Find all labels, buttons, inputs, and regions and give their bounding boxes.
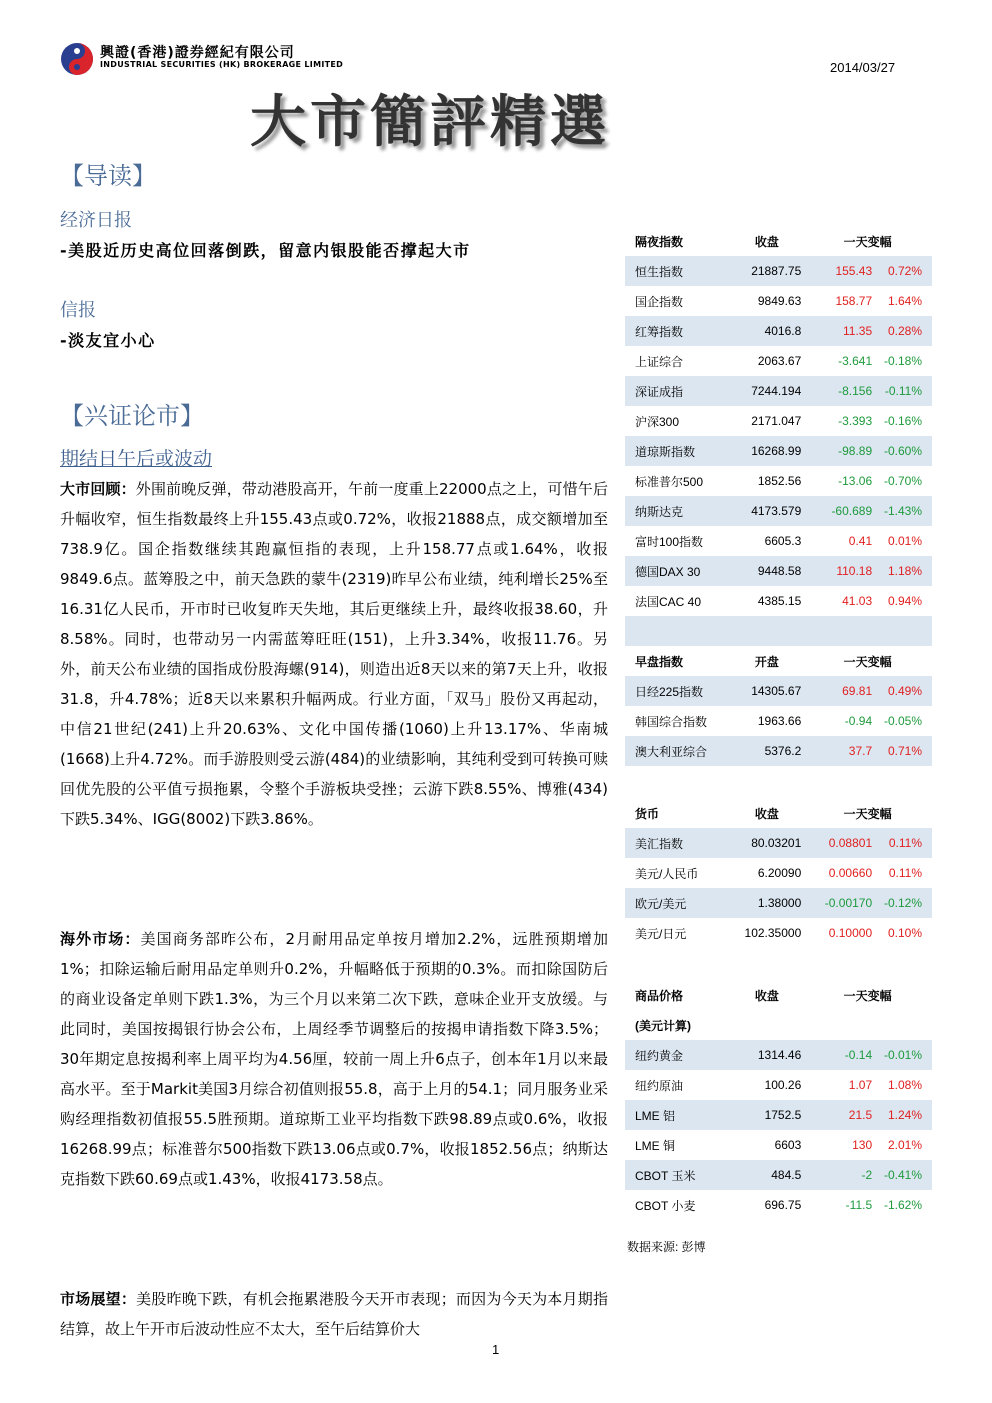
- row-name: 美元/日元: [635, 926, 687, 941]
- table-row: [625, 1070, 932, 1100]
- paragraph-text: 美国商务部昨公布，2月耐用品定单按月增加2.2%，远胜预期增加1%；扣除运输后耐用品定单则升0.2%，升幅略低于预期的0.3%。而扣除国防后的商业设备定单则下跌1.3%，为三个月以来第二次下跌，意味企业开支放缓。与此同时，美国按揭银行协会公布，上周经季节调整后的按揭申请指数下降3.5%；30年期定息按揭利率上周平均为4.56厘，较前一周上升6点子，创本年1月以来最高水平。至于Markit美国3月综合初值则报55.8，高于上月的54.1；同月服务业采购经理指数初值报55.5胜预期。道琼斯工业平均指数下跌98.89点或0.6%，收报16268.99点；标准普尔500指数下跌13.06点或0.7%，收报1852.56点；纳斯达克指数下跌60.69点或1.43%，收报4173.58点。: [60, 930, 608, 1188]
- page-number: 1: [492, 1342, 500, 1357]
- row-change: -11.5: [845, 1198, 873, 1212]
- row-change: 1.07: [848, 1078, 873, 1092]
- row-change: -13.06: [838, 474, 873, 488]
- table-header-row: [625, 798, 932, 828]
- row-close: 1852.56: [757, 474, 802, 488]
- page-title: 大市簡評精選: [250, 90, 610, 155]
- row-name: 美汇指数: [635, 836, 684, 851]
- table-header-row: [625, 226, 932, 256]
- row-pct: 0.10%: [887, 926, 922, 940]
- row-change: 158.77: [835, 294, 873, 308]
- row-name: 道琼斯指数: [635, 444, 696, 459]
- row-pct: -1.62%: [883, 1198, 922, 1212]
- header-daily-change: 一天变幅: [843, 234, 892, 249]
- row-close: 4173.579: [751, 504, 802, 518]
- table-spacer-row: [625, 616, 932, 646]
- header-commodity: 商品价格: [635, 988, 684, 1003]
- row-change: -2: [861, 1168, 873, 1182]
- row-close: 696.75: [764, 1198, 802, 1212]
- row-pct: -0.18%: [883, 354, 922, 368]
- header-open: 开盘: [754, 654, 779, 669]
- row-close: 9448.58: [757, 564, 802, 578]
- row-name: 澳大利亚综合: [635, 744, 708, 759]
- row-open: 5376.2: [764, 744, 802, 758]
- row-pct: 0.72%: [887, 264, 922, 278]
- table-row: [625, 676, 932, 706]
- row-open: 14305.67: [751, 684, 802, 698]
- row-close: 80.03201: [751, 836, 802, 850]
- intro-heading: 【导读】: [60, 162, 156, 190]
- intro-headline-2: -淡友宜小心: [60, 331, 156, 350]
- row-name: 上证综合: [635, 354, 684, 369]
- row-name: 日经225指数: [635, 684, 704, 699]
- header-close: 收盘: [754, 806, 779, 821]
- header-overnight-index: 隔夜指数: [635, 234, 684, 249]
- row-close: 6603: [774, 1138, 802, 1152]
- row-pct: 0.11%: [888, 866, 922, 880]
- table-header-row: [625, 646, 932, 676]
- row-name: 国企指数: [635, 294, 684, 309]
- table-row: [625, 1100, 932, 1130]
- row-close: 484.5: [771, 1168, 802, 1182]
- row-name: 美元/人民币: [635, 866, 699, 881]
- row-pct: -0.70%: [883, 474, 922, 488]
- row-pct: -0.05%: [883, 714, 922, 728]
- row-change: 110.18: [836, 564, 873, 578]
- row-name: 韩国综合指数: [635, 714, 708, 729]
- header-close: 收盘: [754, 234, 779, 249]
- row-pct: -0.12%: [883, 896, 922, 910]
- table-row: [625, 376, 932, 406]
- row-close: 16268.99: [751, 444, 802, 458]
- row-name: 标准普尔500: [635, 474, 704, 489]
- row-change: -60.689: [831, 504, 873, 518]
- table-row: [625, 466, 932, 496]
- table-row: [625, 406, 932, 436]
- row-pct: -0.41%: [883, 1168, 922, 1182]
- paragraph-text: 外围前晚反弹，带动港股高开，午前一度重上22000点之上，可惜午后升幅收窄，恒生指数最终上升155.43点或0.72%，收报21888点，成交额增加至738.9亿。国企指数继续其跑赢恒指的表现，上升158.77点或1.64%，收报9849.6点。蓝筹股之中，前天急跌的蒙牛(2319)昨早公布业绩，纯利增长25%至16.31亿人民币，开市时已收复昨天失地，其后更继续上升，最终收报38.60，升8.58%。同时，也带动另一内需蓝筹旺旺(151)，上升3.34%，收报11.76。另外，前天公布业绩的国指成份股海螺(914)，则造出近8天以来的第7天上升，收报31.8，升4.78%；近8天以来累积升幅两成。行业方面，「双马」股份又再起动，中信21世纪(241)上升20.63%、文化中国传播(1060)上升13.17%、华南城(1668)上升4.72%。而手游股则受云游(484)的业绩影响，其纯利受到可转换可赎回优先股的公平值亏损拖累，令整个手游板块受挫；云游下跌8.55%、博雅(434)下跌5.34%、IGG(8002)下跌3.86%。: [60, 480, 608, 828]
- table-header-row: [625, 980, 932, 1010]
- row-name: 红筹指数: [635, 324, 684, 339]
- row-name: 欧元/美元: [635, 896, 687, 911]
- row-change: 0.08801: [828, 836, 873, 850]
- row-name: 恒生指数: [635, 264, 684, 279]
- row-change: -8.156: [838, 384, 873, 398]
- row-close: 1314.46: [757, 1048, 802, 1062]
- row-pct: 1.64%: [887, 294, 922, 308]
- table-row: [625, 346, 932, 376]
- company-logo: [60, 40, 360, 76]
- row-pct: 1.08%: [887, 1078, 922, 1092]
- row-name: 法国CAC 40: [635, 594, 702, 609]
- table-row: [625, 1160, 932, 1190]
- table-subheader-row: [625, 1010, 932, 1040]
- table-row: [625, 918, 932, 948]
- header-morning-index: 早盘指数: [635, 654, 684, 669]
- company-name-en: INDUSTRIAL SECURITIES (HK) BROKERAGE LIMITED: [100, 60, 344, 69]
- row-name: CBOT 小麦: [635, 1198, 696, 1213]
- row-close: 6.20090: [757, 866, 802, 880]
- header-daily-change: 一天变幅: [843, 988, 892, 1003]
- intro-source-1: 经济日报: [60, 210, 132, 231]
- row-change: -0.00170: [824, 896, 873, 910]
- row-pct: 0.01%: [887, 534, 922, 548]
- company-emblem-icon: [60, 42, 94, 76]
- intro-source-2: 信报: [60, 300, 96, 321]
- row-change: -0.14: [844, 1048, 873, 1062]
- row-close: 7244.194: [751, 384, 802, 398]
- row-pct: -0.01%: [883, 1048, 922, 1062]
- paragraph-label: 海外市场：: [60, 930, 141, 948]
- row-name: 德国DAX 30: [635, 564, 701, 579]
- row-pct: 1.24%: [887, 1108, 922, 1122]
- row-close: 6605.3: [764, 534, 802, 548]
- table-row: [625, 888, 932, 918]
- report-date: 2014/03/27: [830, 60, 896, 75]
- row-name: 纽约黄金: [635, 1048, 684, 1063]
- row-close: 4016.8: [764, 324, 802, 338]
- header-usd-note: (美元计算): [635, 1018, 691, 1033]
- row-pct: 0.28%: [887, 324, 922, 338]
- table-row: [625, 706, 932, 736]
- table-row: [625, 556, 932, 586]
- row-pct: -0.11%: [884, 384, 922, 398]
- row-change: 37.7: [848, 744, 873, 758]
- row-name: 纽约原油: [635, 1078, 684, 1093]
- row-change: -3.641: [838, 354, 873, 368]
- paragraph-label: 大市回顾：: [60, 480, 136, 498]
- row-change: 0.41: [848, 534, 873, 548]
- header-daily-change: 一天变幅: [843, 806, 892, 821]
- table-row: [625, 858, 932, 888]
- row-close: 21887.75: [751, 264, 802, 278]
- row-name: CBOT 玉米: [635, 1168, 696, 1183]
- table-row: [625, 736, 932, 766]
- row-pct: 2.01%: [887, 1138, 922, 1152]
- row-change: 21.5: [848, 1108, 873, 1122]
- table-row: [625, 316, 932, 346]
- header-daily-change: 一天变幅: [843, 654, 892, 669]
- row-close: 2063.67: [757, 354, 802, 368]
- data-source-note: 数据来源: 彭博: [627, 1240, 706, 1254]
- row-name: 沪深300: [635, 414, 680, 429]
- table-row: [625, 1040, 932, 1070]
- table-row: [625, 496, 932, 526]
- table-row: [625, 1130, 932, 1160]
- row-close: 2171.047: [751, 414, 802, 428]
- row-open: 1963.66: [757, 714, 802, 728]
- row-change: -3.393: [838, 414, 873, 428]
- table-row: [625, 256, 932, 286]
- row-name: 富时100指数: [635, 534, 704, 549]
- row-change: 41.03: [842, 594, 873, 608]
- row-change: -98.89: [838, 444, 873, 458]
- table-row: [625, 286, 932, 316]
- row-pct: 0.71%: [887, 744, 922, 758]
- row-close: 9849.63: [757, 294, 802, 308]
- article-title: 期结日午后或波动: [60, 448, 213, 470]
- table-row: [625, 1190, 932, 1220]
- table-row: [625, 436, 932, 466]
- row-change: 11.35: [843, 324, 873, 338]
- commentary-heading: 【兴证论市】: [60, 402, 204, 430]
- row-pct: 0.49%: [887, 684, 922, 698]
- paragraph-label: 市场展望：: [60, 1290, 137, 1308]
- table-spacer-row: [625, 766, 932, 798]
- paragraph-text: 美股昨晚下跌，有机会拖累港股今天开市表现；而因为今天为本月期指结算，故上午开市后波动性应不太大，至午后结算价大: [60, 1290, 608, 1338]
- header-currency: 货币: [635, 806, 660, 821]
- row-close: 100.26: [764, 1078, 802, 1092]
- row-pct: -0.16%: [883, 414, 922, 428]
- row-name: LME 铜: [635, 1138, 676, 1153]
- table-row: [625, 526, 932, 556]
- row-change: 0.00660: [828, 866, 873, 880]
- market-data-table: [625, 226, 932, 1220]
- row-name: LME 铝: [635, 1108, 676, 1123]
- row-pct: -0.60%: [883, 444, 922, 458]
- row-pct: 1.18%: [887, 564, 922, 578]
- company-name-cn: 興證(香港)證券經紀有限公司: [100, 45, 295, 61]
- row-name: 纳斯达克: [635, 504, 684, 519]
- row-change: -0.94: [844, 714, 873, 728]
- header-close: 收盘: [754, 988, 779, 1003]
- table-row: [625, 586, 932, 616]
- row-close: 1.38000: [757, 896, 802, 910]
- row-pct: 0.11%: [888, 836, 922, 850]
- row-name: 深证成指: [635, 384, 684, 399]
- row-close: 1752.5: [764, 1108, 802, 1122]
- paragraph-market-review: [60, 474, 608, 834]
- row-change: 0.10000: [828, 926, 873, 940]
- row-close: 102.35000: [744, 926, 802, 940]
- paragraph-market-outlook: [60, 1284, 608, 1344]
- row-pct: 0.94%: [887, 594, 922, 608]
- intro-headline-1: -美股近历史高位回落倒跌，留意内银股能否撑起大市: [60, 241, 471, 260]
- row-pct: -1.43%: [883, 504, 922, 518]
- row-change: 155.43: [835, 264, 873, 278]
- row-close: 4385.15: [757, 594, 802, 608]
- table-row: [625, 828, 932, 858]
- row-change: 69.81: [842, 684, 873, 698]
- table-spacer-row: [625, 948, 932, 980]
- row-change: 130: [852, 1138, 873, 1152]
- paragraph-overseas-market: [60, 924, 608, 1194]
